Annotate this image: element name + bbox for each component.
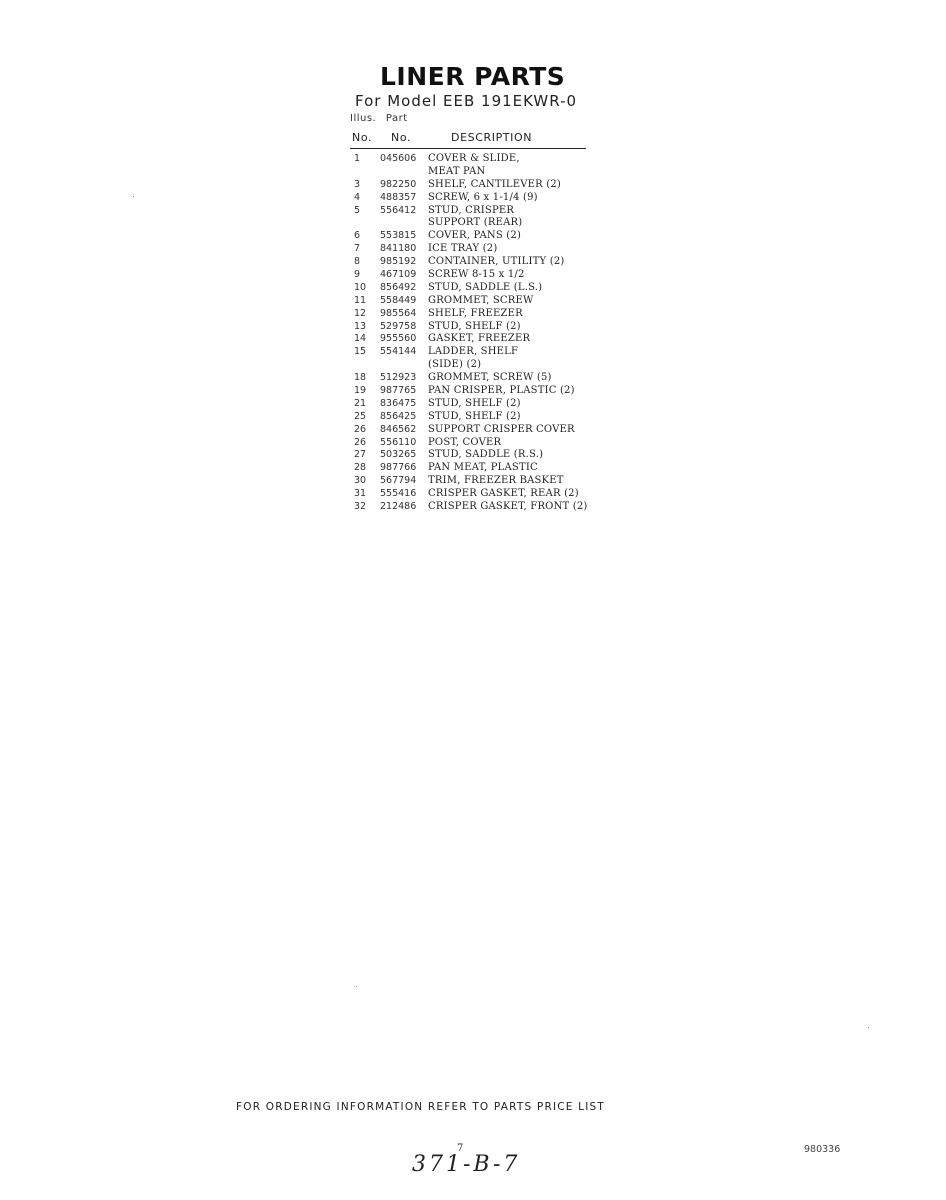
part-number: 553815 bbox=[380, 230, 417, 242]
part-number: 488357 bbox=[380, 191, 417, 203]
part-description: COVER, PANS (2) bbox=[428, 230, 522, 242]
part-number: 556412 bbox=[380, 204, 417, 216]
part-description: SHELF, FREEZER bbox=[428, 307, 523, 319]
table-row bbox=[350, 179, 590, 192]
illus-header-top: Illus. bbox=[350, 113, 377, 124]
catalog-number: 980336 bbox=[804, 1144, 841, 1155]
part-number: 856425 bbox=[380, 410, 417, 422]
part-description: SCREW 8-15 x 1/2 bbox=[428, 269, 525, 281]
part-header-top: Part bbox=[385, 113, 408, 124]
table-row bbox=[350, 437, 590, 450]
part-number: 529758 bbox=[380, 320, 417, 332]
illus-number: 25 bbox=[354, 410, 367, 422]
table-row bbox=[350, 295, 590, 308]
table-row bbox=[350, 243, 590, 256]
part-description: STUD, SADDLE (L.S.) bbox=[428, 281, 543, 293]
part-number: 512923 bbox=[380, 372, 417, 384]
part-number: 554144 bbox=[380, 346, 417, 358]
table-row bbox=[350, 256, 590, 269]
part-description: POST, COVER bbox=[428, 436, 502, 448]
illus-number: 19 bbox=[354, 385, 367, 397]
part-description: STUD, CRISPER bbox=[428, 204, 515, 216]
table-row bbox=[350, 230, 590, 243]
part-description: SCREW, 6 x 1-1/4 (9) bbox=[428, 191, 538, 203]
part-description: STUD, SADDLE (R.S.) bbox=[428, 449, 544, 461]
part-description: LADDER, SHELF bbox=[428, 346, 519, 358]
part-description: PAN MEAT, PLASTIC bbox=[428, 462, 538, 474]
table-row bbox=[350, 269, 590, 282]
table-row bbox=[350, 333, 590, 346]
part-description: CONTAINER, UTILITY (2) bbox=[428, 256, 565, 268]
illus-number: 11 bbox=[354, 294, 367, 306]
part-description: CRISPER GASKET, REAR (2) bbox=[428, 488, 579, 500]
illus-number: 9 bbox=[354, 269, 361, 281]
illus-number: 12 bbox=[354, 307, 367, 319]
part-number: 556110 bbox=[380, 436, 417, 448]
illus-number: 26 bbox=[354, 423, 367, 435]
illus-number: 30 bbox=[354, 475, 367, 487]
table-row bbox=[350, 282, 590, 295]
part-description: ICE TRAY (2) bbox=[428, 243, 498, 255]
model-subtitle: For Model EEB 191EKWR-0 bbox=[355, 92, 578, 110]
part-description: GASKET, FREEZER bbox=[428, 333, 531, 345]
illus-number: 10 bbox=[354, 281, 367, 293]
part-number: 985564 bbox=[380, 307, 417, 319]
table-row bbox=[350, 449, 590, 462]
part-description: STUD, SHELF (2) bbox=[428, 397, 521, 409]
part-description: MEAT PAN bbox=[428, 165, 486, 177]
table-row bbox=[350, 346, 590, 359]
illus-number: 13 bbox=[354, 320, 367, 332]
scan-speck bbox=[133, 196, 134, 197]
illus-number: 26 bbox=[354, 436, 367, 448]
illus-number: 1 bbox=[354, 153, 361, 164]
description-header: DESCRIPTION bbox=[451, 131, 533, 144]
illus-number: 18 bbox=[354, 372, 367, 384]
part-number: 045606 bbox=[380, 153, 417, 164]
part-description: STUD, SHELF (2) bbox=[428, 320, 521, 332]
handwritten-note: 371-B-7 bbox=[412, 1152, 521, 1177]
part-description: CRISPER GASKET, FRONT (2) bbox=[428, 501, 588, 513]
part-number: 987766 bbox=[380, 462, 417, 474]
part-description: PAN CRISPER, PLASTIC (2) bbox=[428, 385, 575, 397]
part-number: 836475 bbox=[380, 397, 417, 409]
table-row bbox=[350, 501, 590, 514]
table-row bbox=[350, 411, 590, 424]
part-number: 467109 bbox=[380, 269, 417, 281]
scan-speck bbox=[868, 1027, 869, 1028]
part-description: COVER & SLIDE, bbox=[428, 153, 520, 164]
page-number: 7 bbox=[457, 1143, 464, 1154]
ordering-info: FOR ORDERING INFORMATION REFER TO PARTS PRICE LIST bbox=[236, 1101, 605, 1113]
part-description: SHELF, CANTILEVER (2) bbox=[428, 178, 562, 190]
illus-number: 7 bbox=[354, 243, 361, 255]
part-number: 503265 bbox=[380, 449, 417, 461]
illus-number: 32 bbox=[354, 501, 367, 513]
part-description: GROMMET, SCREW (5) bbox=[428, 372, 552, 384]
table-row bbox=[350, 398, 590, 411]
illus-number: 14 bbox=[354, 333, 367, 345]
part-number: 555416 bbox=[380, 488, 417, 500]
table-row bbox=[350, 308, 590, 321]
table-row bbox=[350, 166, 590, 179]
part-description: TRIM, FREEZER BASKET bbox=[428, 475, 564, 487]
part-number: 985192 bbox=[380, 256, 417, 268]
table-row bbox=[350, 359, 590, 372]
illus-number: 28 bbox=[354, 462, 367, 474]
illus-number: 4 bbox=[354, 191, 361, 203]
table-row bbox=[350, 153, 590, 166]
part-number: 955560 bbox=[380, 333, 417, 345]
table-row bbox=[350, 488, 590, 501]
part-number: 856492 bbox=[380, 281, 417, 293]
part-number: 982250 bbox=[380, 178, 417, 190]
part-number: 558449 bbox=[380, 294, 417, 306]
table-row bbox=[350, 217, 590, 230]
illus-number: 27 bbox=[354, 449, 367, 461]
illus-number: 5 bbox=[354, 204, 361, 216]
illus-number: 6 bbox=[354, 230, 361, 242]
table-row bbox=[350, 385, 590, 398]
scan-speck bbox=[356, 986, 357, 987]
illus-number: 8 bbox=[354, 256, 361, 268]
illus-number: 15 bbox=[354, 346, 367, 358]
table-row bbox=[350, 372, 590, 385]
table-row bbox=[350, 475, 590, 488]
column-header-row bbox=[350, 130, 586, 149]
parts-table bbox=[350, 153, 590, 514]
part-description: (SIDE) (2) bbox=[428, 359, 482, 371]
column-header-top bbox=[350, 113, 408, 124]
illus-number: 3 bbox=[354, 178, 361, 190]
part-number: 567794 bbox=[380, 475, 417, 487]
table-row bbox=[350, 462, 590, 475]
part-number: 846562 bbox=[380, 423, 417, 435]
table-row bbox=[350, 205, 590, 218]
illus-number: 31 bbox=[354, 488, 367, 500]
table-row bbox=[350, 192, 590, 205]
part-number: 987765 bbox=[380, 385, 417, 397]
part-description: SUPPORT (REAR) bbox=[428, 217, 523, 229]
part-number: 841180 bbox=[380, 243, 417, 255]
part-description: SUPPORT CRISPER COVER bbox=[428, 423, 575, 435]
part-number: 212486 bbox=[380, 501, 417, 513]
part-description: STUD, SHELF (2) bbox=[428, 410, 521, 422]
illus-no-header: No. bbox=[352, 131, 373, 144]
part-no-header: No. bbox=[391, 131, 412, 144]
page-title: LINER PARTS bbox=[380, 62, 566, 91]
table-row bbox=[350, 424, 590, 437]
part-description: GROMMET, SCREW bbox=[428, 294, 534, 306]
table-row bbox=[350, 321, 590, 334]
illus-number: 21 bbox=[354, 397, 367, 409]
